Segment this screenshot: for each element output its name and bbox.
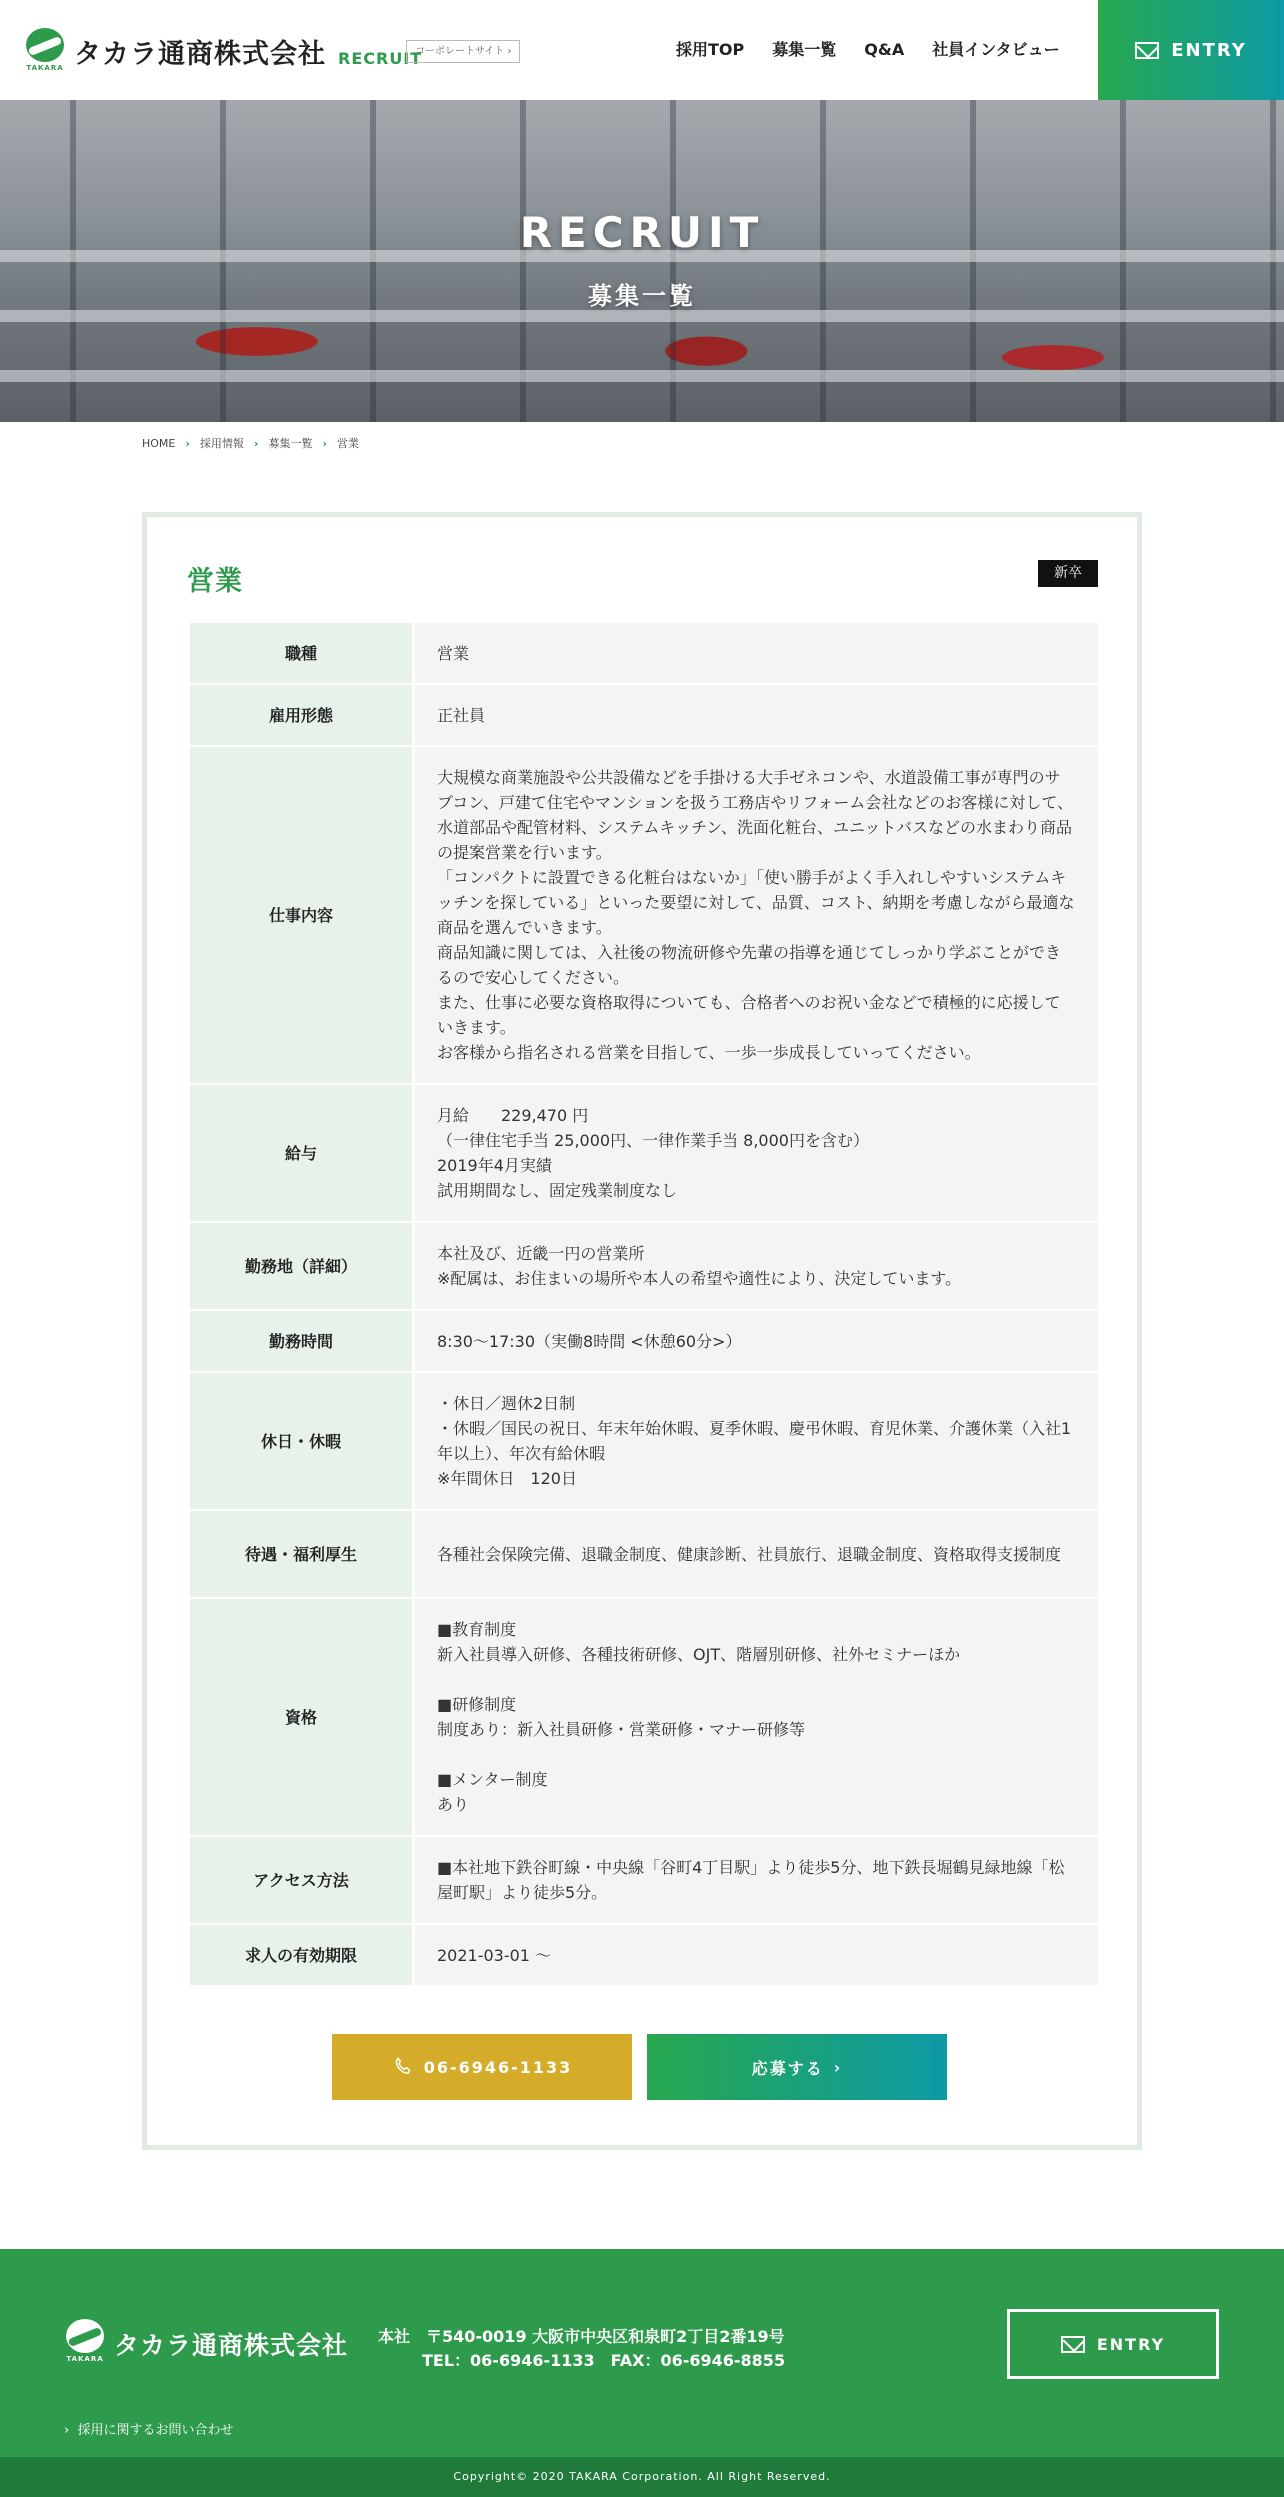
footer-logo[interactable] <box>64 2319 348 2363</box>
row-value: ・休日／週休2日制 ・休暇／国民の祝日、年末年始休暇、夏季休暇、慶弔休暇、育児休業、介護休業（入社1年以上）、年次有給休暇 ※年間休日 120日 <box>415 1373 1098 1511</box>
breadcrumb-current: 営業 <box>337 437 360 450</box>
contact-link-label: 採用に関するお問い合わせ <box>77 2423 234 2438</box>
hero-title: RECRUIT <box>519 208 765 257</box>
breadcrumb-job-list[interactable]: 募集一覧 <box>268 437 313 450</box>
row-value: 本社及び、近畿一円の営業所 ※配属は、お住まいの場所や本人の希望や適性により、決定しています。 <box>415 1223 1098 1311</box>
table-row <box>190 1511 1098 1599</box>
breadcrumb <box>142 436 359 452</box>
job-title: 営業 <box>187 566 243 597</box>
logo-sub-text: TAKARA <box>66 2355 104 2363</box>
hero-subtitle: 募集一覧 <box>588 282 696 310</box>
chevron-right-icon: › <box>833 2057 843 2077</box>
copyright: Copyright© 2020 TAKARA Corporation. All Right Reserved. <box>0 2457 1284 2497</box>
hero-photo-desk <box>0 370 1284 382</box>
row-label: 雇用形態 <box>190 685 415 747</box>
breadcrumb-recruit-info[interactable]: 採用情報 <box>199 437 244 450</box>
table-row <box>190 1837 1098 1925</box>
chevron-right-icon: › <box>322 437 328 450</box>
nav-recruit-top[interactable]: 採用TOP <box>676 40 745 59</box>
chevron-right-icon: › <box>185 437 190 450</box>
apply-label: 応募する <box>751 2058 824 2078</box>
row-label: 資格 <box>190 1599 415 1837</box>
header-entry-label: ENTRY <box>1171 39 1247 61</box>
nav-interview[interactable]: 社員インタビュー <box>932 40 1060 59</box>
site-footer <box>0 2249 1284 2457</box>
address-line: 本社 〒540-0019 大阪市中央区和泉町2丁目2番19号 <box>378 2327 785 2346</box>
row-value: 8:30～17:30（実働8時間 <休憩60分>） <box>415 1311 1098 1373</box>
table-row <box>190 1599 1098 1837</box>
row-value: ■本社地下鉄谷町線・中央線「谷町4丁目駅」より徒歩5分、地下鉄長堀鶴見緑地線「松屋町駅」より徒歩5分。 <box>415 1837 1098 1925</box>
row-value: 大規模な商業施設や公共設備などを手掛ける大手ゼネコンや、水道設備工事が専門のサブコン、戸建て住宅やマンションを扱う工務店やリフォーム会社などのお客様に対して、水道部品や配管材料、システムキッチン、洗面化粧台、ユニットバスなどの水まわり商品の提案営業を行います。 「コンパクトに設置できる化粧台はないか」「使い勝手がよく手入れしやすいシステムキッチンを探している」といった要望に対して、品質、コスト、納期を考慮しながら最適な商品を選んでいきます。 商品知識に関しては、入社後の物流研修や先輩の指導を通じてしっかり学ぶことができるので安心してください。 また、仕事に必要な資格取得についても、合格者へのお祝い金などで積極的に応援していきます。 お客様から指名される営業を目指して、一歩一歩成長していってください。 <box>415 747 1098 1085</box>
footer-entry-button[interactable] <box>1007 2309 1219 2379</box>
row-label: 勤務時間 <box>190 1311 415 1373</box>
recruit-label: RECRUIT <box>338 49 423 68</box>
row-label: 休日・休暇 <box>190 1373 415 1511</box>
hero-photo-desk <box>0 310 1284 322</box>
row-value: 正社員 <box>415 685 1098 747</box>
company-logo-icon <box>24 28 66 72</box>
chevron-right-icon: › <box>64 2423 78 2438</box>
footer-company-name: タカラ通商株式会社 <box>114 2331 349 2360</box>
company-name: タカラ通商株式会社 <box>74 39 326 70</box>
row-value: 各種社会保険完備、退職金制度、健康診断、社員旅行、退職金制度、資格取得支援制度 <box>415 1511 1098 1599</box>
row-label: 給与 <box>190 1085 415 1223</box>
nav-job-list[interactable]: 募集一覧 <box>772 40 837 59</box>
site-logo[interactable] <box>24 28 422 72</box>
phone-number: 06-6946-1133 <box>423 2057 573 2077</box>
corporate-site-link[interactable]: コーポレートサイト › <box>406 40 520 63</box>
job-card <box>142 512 1142 2150</box>
table-row <box>190 623 1098 685</box>
nav-qa[interactable]: Q&A <box>864 40 905 59</box>
row-value: 月給 229,470 円 （一律住宅手当 25,000円、一律作業手当 8,000円を含む） 2019年4月実績 試用期間なし、固定残業制度なし <box>415 1085 1098 1223</box>
company-logo-icon <box>64 2319 106 2363</box>
table-row <box>190 1311 1098 1373</box>
row-label: 求人の有効期限 <box>190 1925 415 1987</box>
table-row <box>190 1085 1098 1223</box>
row-label: 勤務地（詳細） <box>190 1223 415 1311</box>
chevron-right-icon: › <box>253 437 259 450</box>
phone-icon <box>392 2056 414 2078</box>
table-row <box>190 1223 1098 1311</box>
row-label: 職種 <box>190 623 415 685</box>
row-label: 仕事内容 <box>190 747 415 1085</box>
row-label: 待遇・福利厚生 <box>190 1511 415 1599</box>
row-value: 営業 <box>415 623 1098 685</box>
main-nav <box>676 38 1088 62</box>
phone-fax-line: TEL：06-6946-1133 FAX：06-6946-8855 <box>422 2351 786 2370</box>
recruit-contact-link[interactable] <box>64 2419 233 2438</box>
hero-banner <box>0 100 1284 422</box>
row-label: アクセス方法 <box>190 1837 415 1925</box>
phone-call-button[interactable] <box>332 2034 632 2100</box>
apply-button[interactable] <box>647 2034 947 2100</box>
table-row <box>190 1373 1098 1511</box>
table-row <box>190 685 1098 747</box>
logo-sub-text: TAKARA <box>26 64 64 72</box>
table-row <box>190 1925 1098 1987</box>
job-spec-table <box>190 623 1098 1987</box>
footer-address <box>378 2325 785 2373</box>
mail-icon <box>1061 2336 1085 2353</box>
header-entry-button[interactable] <box>1098 0 1284 100</box>
breadcrumb-home[interactable]: HOME <box>142 437 176 450</box>
table-row <box>190 747 1098 1085</box>
row-value: 2021-03-01 ～ <box>415 1925 1098 1987</box>
mail-icon <box>1135 42 1159 59</box>
row-value: ■教育制度 新入社員導入研修、各種技術研修、OJT、階層別研修、社外セミナーほか ■研修制度 制度あり：新入社員研修・営業研修・マナー研修等 ■メンター制度 あり <box>415 1599 1098 1837</box>
new-graduate-badge: 新卒 <box>1038 560 1098 587</box>
site-header <box>0 0 1284 100</box>
footer-entry-label: ENTRY <box>1096 2334 1166 2354</box>
